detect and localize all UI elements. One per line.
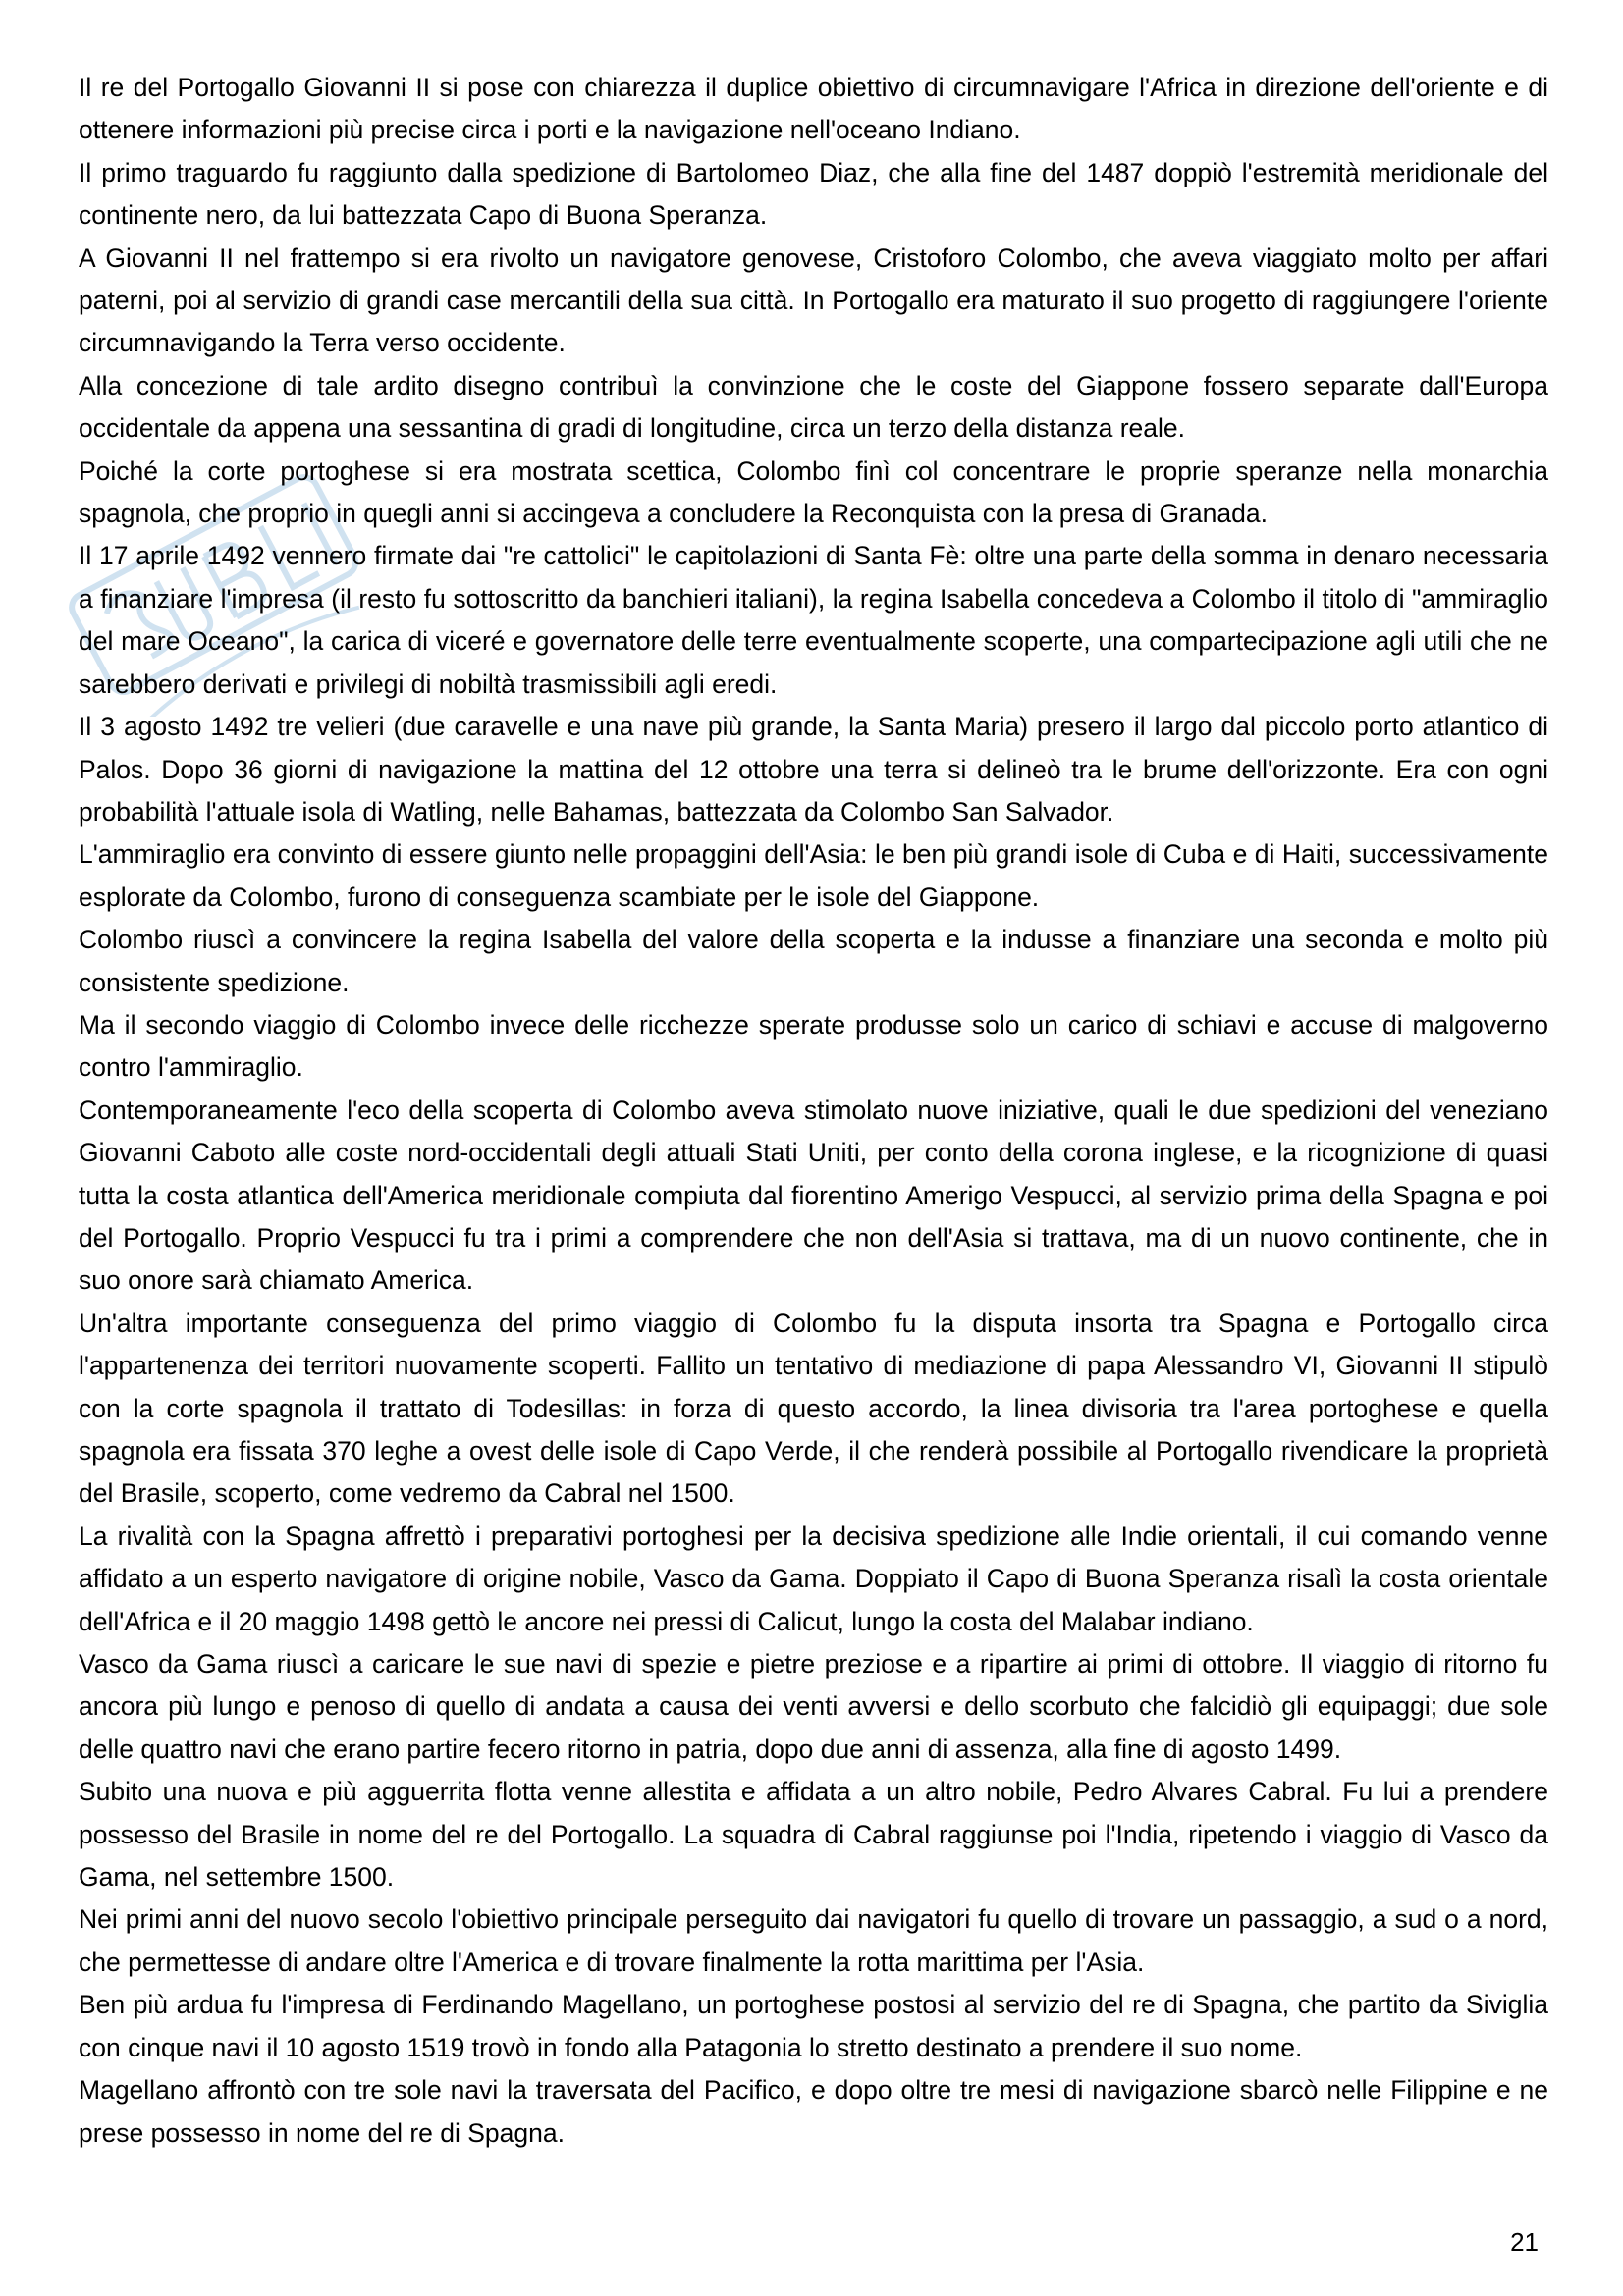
paragraph: Il 3 agosto 1492 tre velieri (due caravelle e una nave più grande, la Santa Maria) presero il largo dal piccolo porto atlantico di Palos. Dopo 36 giorni di navigazione la mattina del 12 ottobre una terra si delineò tra le brume dell'orizzonte. Era con ogni probabilità l'attuale isola di Watling, nelle Bahamas, battezzata da Colombo San Salvador. [79, 712, 1548, 827]
paragraph: Contemporaneamente l'eco della scoperta di Colombo aveva stimolato nuove iniziative, quali le due spedizioni del veneziano Giovanni Caboto alle coste nord-occidentali degli attuali Stati Uniti, per conto della corona inglese, e la ricognizione di quasi tutta la costa atlantica dell'America meridionale compiuta dal fiorentino Amerigo Vespucci, al servizio prima della Spagna e poi del Portogallo. Proprio Vespucci fu tra i primi a comprendere che non dell'Asia si trattava, ma di un nuovo continente, che in suo onore sarà chiamato America. [79, 1095, 1548, 1296]
paragraph: Il 17 aprile 1492 vennero firmate dai "re cattolici" le capitolazioni di Santa Fè: oltre una parte della somma in denaro necessaria a finanziare l'impresa (il resto fu sottoscritto da banchieri italiani), la regina Isabella concedeva a Colombo il titolo di "ammiraglio del mare Oceano", la carica di viceré e governatore delle terre eventualmente scoperte, una compartecipazione agli utili che ne sarebbero derivati e privilegi di nobiltà trasmissibili agli eredi. [79, 541, 1548, 699]
paragraph: L'ammiraglio era convinto di essere giunto nelle propaggini dell'Asia: le ben più grandi isole di Cuba e di Haiti, successivamente esplorate da Colombo, furono di conseguenza scambiate per le isole del Giappone. [79, 839, 1548, 912]
paragraph: Il re del Portogallo Giovanni II si pose con chiarezza il duplice obiettivo di circumnavigare l'Africa in direzione dell'oriente e di ottenere informazioni più precise circa i porti e la navigazione nell'oceano Indiano. [79, 73, 1548, 145]
paragraph: Alla concezione di tale ardito disegno contribuì la convinzione che le coste del Giappone fossero separate dall'Europa occidentale da appena una sessantina di gradi di longitudine, circa un terzo della distanza reale. [79, 370, 1548, 444]
paragraph: Ma il secondo viaggio di Colombo invece delle ricchezze sperate produsse solo un carico di schiavi e accuse di malgoverno contro l'ammiraglio. [79, 1009, 1548, 1083]
paragraph: Nei primi anni del nuovo secolo l'obiettivo principale perseguito dai navigatori fu quello di trovare un passaggio, a sud o a nord, che permettesse di andare oltre l'America e di trovare finalmente la rotta marittima per l'Asia. [79, 1904, 1548, 1977]
paragraph: Vasco da Gama riuscì a caricare le sue navi di spezie e pietre preziose e a ripartire ai primi di ottobre. Il viaggio di ritorno fu ancora più lungo e penoso di quello di andata a causa dei venti avversi e dello scorbuto che falcidiò gli equipaggi; due sole delle quattro navi che erano partire fecero ritorno in patria, dopo due anni di assenza, alla fine di agosto 1499. [79, 1649, 1548, 1764]
body-text [79, 67, 1548, 2155]
paragraph: Il primo traguardo fu raggiunto dalla spedizione di Bartolomeo Diaz, che alla fine del 1487 doppiò l'estremità meridionale del continente nero, da lui battezzata Capo di Buona Speranza. [79, 157, 1548, 231]
page-number: 21 [1510, 2227, 1539, 2257]
paragraph: Magellano affrontò con tre sole navi la traversata del Pacifico, e dopo oltre tre mesi di navigazione sbarcò nelle Filippine e ne prese possesso in nome del re di Spagna. [79, 2075, 1548, 2148]
paragraph: Colombo riuscì a convincere la regina Isabella del valore della scoperta e la indusse a finanziare una seconda e molto più consistente spedizione. [79, 925, 1548, 997]
paragraph: A Giovanni II nel frattempo si era rivolto un navigatore genovese, Cristoforo Colombo, che aveva viaggiato molto per affari paterni, poi al servizio di grandi case mercantili della sua città. In Portogallo era maturato il suo progetto di raggiungere l'oriente circumnavigando la Terra verso occidente. [79, 242, 1548, 358]
paragraph: La rivalità con la Spagna affrettò i preparativi portoghesi per la decisiva spedizione alle Indie orientali, il cui comando venne affidato a un esperto navigatore di origine nobile, Vasco da Gama. Doppiato il Capo di Buona Speranza risalì la costa orientale dell'Africa e il 20 maggio 1498 gettò le ancore nei pressi di Calicut, lungo la costa del Malabar indiano. [79, 1521, 1548, 1636]
paragraph: Un'altra importante conseguenza del primo viaggio di Colombo fu la disputa insorta tra Spagna e Portogallo circa l'appartenenza dei territori nuovamente scoperti. Fallito un tentativo di mediazione di papa Alessandro VI, Giovanni II stipulò con la corte spagnola il trattato di Todesillas: in forza di questo accordo, la linea divisoria tra l'area portoghese e quella spagnola era fissata 370 leghe a ovest delle isole di Capo Verde, il che renderà possibile al Portogallo rivendicare la proprietà del Brasile, scoperto, come vedremo da Cabral nel 1500. [79, 1308, 1548, 1509]
paragraph: Ben più ardua fu l'impresa di Ferdinando Magellano, un portoghese postosi al servizio del re di Spagna, che partito da Siviglia con cinque navi il 10 agosto 1519 trovò in fondo alla Patagonia lo stretto destinato a prendere il suo nome. [79, 1990, 1548, 2062]
paragraph: Subito una nuova e più agguerrita flotta venne allestita e affidata a un altro nobile, Pedro Alvares Cabral. Fu lui a prendere possesso del Brasile in nome del re del Portogallo. La squadra di Cabral raggiunse poi l'India, ripetendo i viaggio di Vasco da Gama, nel settembre 1500. [79, 1777, 1548, 1893]
paragraph: Poiché la corte portoghese si era mostrata scettica, Colombo finì col concentrare le proprie speranze nella monarchia spagnola, che proprio in quegli anni si accingeva a concludere la Reconquista con la presa di Granada. [79, 455, 1548, 529]
